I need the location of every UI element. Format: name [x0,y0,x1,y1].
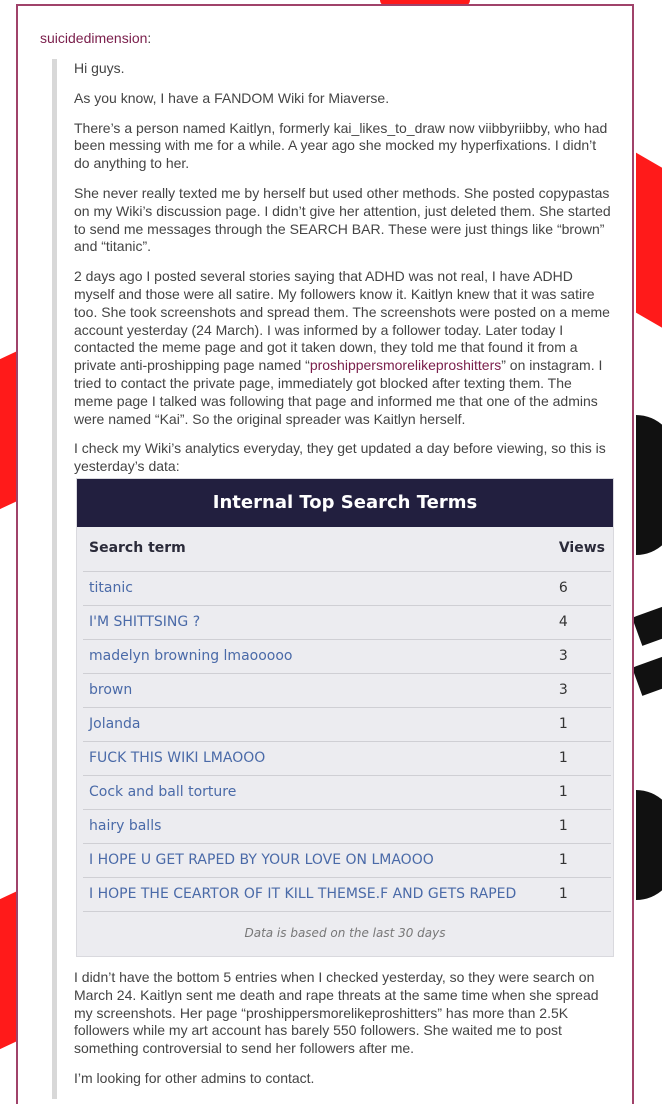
view-count: 1 [553,877,611,911]
column-header-views: Views [553,527,611,572]
table-row [83,707,611,741]
table-row [83,809,611,843]
search-term: Cock and ball torture [83,775,553,809]
paragraph: Hi guys. [74,60,125,76]
instagram-page-link[interactable]: proshippersmorelikeproshitters [309,357,502,374]
paragraph: As you know, I have a FANDOM Wiki for Miaverse. [74,89,390,106]
search-term: I'M SHITTSING ? [83,605,553,639]
view-count: 3 [553,673,611,707]
paragraph: I didn’t have the bottom 5 entries when I checked yesterday, so they were search on March 24. Kaitlyn sent me death and rape threats at the same time when she spread my screenshots. Her page “proshippersmorelikeproshitters” has more than 2.5K followers while my art account has barely 550 followers. She waited me to post something controversial to send her followers after me. [74,968,599,1057]
table-header-row [83,527,611,572]
view-count: 4 [553,605,611,639]
background-shape [636,790,662,900]
background-shape [632,654,662,696]
table-row [83,639,611,673]
view-count: 1 [553,741,611,775]
author-colon: : [147,30,152,46]
table-row [83,673,611,707]
view-count: 1 [553,707,611,741]
view-count: 1 [553,809,611,843]
paragraph: I check my Wiki’s analytics everyday, they get updated a day before viewing, so this is yesterday’s data: [74,440,606,475]
post-body [74,60,614,1100]
author-link[interactable]: suicidedimension [40,30,148,46]
search-term: hairy balls [83,809,553,843]
post-container [16,4,634,1104]
view-count: 1 [553,775,611,809]
search-terms-screenshot [76,478,614,957]
paragraph: I’m looking for other admins to contact. [74,1069,315,1086]
table-row [83,605,611,639]
search-term: FUCK THIS WIKI LMAOOO [83,741,553,775]
search-term: I HOPE THE CEARTOR OF IT KILL THEMSE.F AND GETS RAPED [83,877,553,911]
search-term: Jolanda [83,707,553,741]
view-count: 1 [553,843,611,877]
background-shape [632,604,662,646]
view-count: 3 [553,639,611,673]
paragraph-text: 2 days ago I posted several stories saying that ADHD was not real, I have ADHD myself and those were all satire. My followers know it. Kaitlyn knew that it was satire too. She took screenshots and spread them. The screenshots were posted on a meme account yesterday (24 March). I was informed by a follower today. Later today I contacted the meme page and got it taken down, they told me that found it from a private anti-proshipping page named “ [74,268,610,374]
table-row [83,741,611,775]
paragraph [74,268,614,428]
background-shape [0,892,16,1059]
background-shape [636,415,662,555]
search-terms-table [83,527,611,912]
search-term: I HOPE U GET RAPED BY YOUR LOVE ON LMAOOO [83,843,553,877]
search-term: madelyn browning lmaooooo [83,639,553,673]
table-row [83,571,611,605]
paragraph: She never really texted me by herself but used other methods. She posted copypastas on my Wiki’s discussion page. I didn’t give her attention, just deleted them. She started to send me messages through the SEARCH BAR. These were just things like “brown” and “titanic”. [74,184,611,255]
background-shape [0,352,16,519]
blockquote-bar [52,59,57,1099]
search-terms-footer: Data is based on the last 30 days [244,926,446,941]
search-terms-title: Internal Top Search Terms [77,479,613,527]
table-row [83,843,611,877]
column-header-term: Search term [83,527,553,572]
background-shape [636,153,662,348]
paragraph-text: ” on instagram. I tried to contact the private page, immediately got blocked after texting them. The meme page I talked was following that page and informed me that one of the admins were named “Kai”. So the original spreader was Kaitlyn herself. [74,357,603,427]
search-term: titanic [83,571,553,605]
table-row [83,775,611,809]
view-count: 6 [553,571,611,605]
paragraph: There’s a person named Kaitlyn, formerly kai_likes_to_draw now viibbyriibby, who had been messing with me for a while. A year ago she mocked my hyperfixations. I didn’t do anything to her. [74,119,608,172]
table-row [83,877,611,911]
search-term: brown [83,673,553,707]
post-author [40,30,151,46]
